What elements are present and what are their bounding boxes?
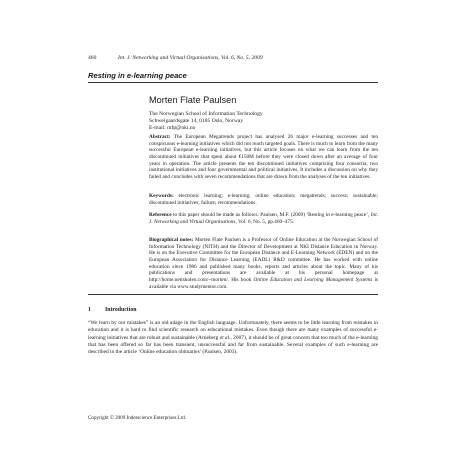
copyright-notice: Copyright © 2009 Inderscience Enterprises Ltd. <box>88 415 187 421</box>
affiliation: The Norwegian School of Information Technology <box>149 111 263 117</box>
bio-text-end: is available via www.studymentor.com. <box>149 276 378 290</box>
section-heading <box>88 307 136 313</box>
reference-label: Reference <box>149 212 172 218</box>
biographical-notes <box>149 237 378 290</box>
abstract-text: The European Megatrends project has analysed 26 major e-learning successes and ten conspicuous e-learning initiatives which did not reach targeted goals. There is much to learn from the many successful European e-learning initiatives, but this article focuses on what we can learn from the ten discontinued initiatives that spent about €150M before they were closed down after an average of four years in operation. The article presents the ten discontinued initiatives comprising four consortia, two institutional initiatives and four governmental and political initiatives. It includes a discussion on why they failed and concludes with seven recommendations that are drawn from the analyses of the ten initiatives. <box>149 134 378 180</box>
intro-text-end: , 2007), it should be of great concern that too much of the e-learning that has been offered so far has been transient, unsuccessful and far from sustainable. Several examples of such e-learning are described in the article ‘Online education obituaries’ (Paulsen, 2003). <box>88 334 378 356</box>
reference <box>149 212 378 225</box>
keywords-text: electronic learning; e-learning; online education; megatrends; success; sustainable; discontinued initiatives; failure; recommendations. <box>149 193 378 206</box>
abstract-end-rule <box>88 294 378 295</box>
page-number: 460 <box>88 55 97 61</box>
reference-volume: Vol. 6, No. 5, pp.460–475. <box>237 218 295 225</box>
intro-text: “We learn by our mistakes” is an old adage in the English language. Unfortunately, there seems to be little learning from mistakes in education and it is hard to find scientific research on educational mistakes. Even though there are many examples of successful e-learning initiatives that are robust and sustainable (Arneberg <box>88 320 378 341</box>
bio-text: Morten Flate Paulsen is a Professor of Online Education at the Norwegian School of Information Technology (NITH) and the Director of Development at NKI Distance Education in Norway. He is on the Executive Committee for the European Distance and E-Learning Network (EDEN) and on the European Association for Distance Learning (EADL) R&D committee. He has worked with online education since 1986 and published many books, reports and articles about the topic. Many of his publications and presentations are available at his personal homepage at http://home.nettskolen.com/~morten/. His book <box>149 237 379 283</box>
reference-text: to this paper should be made as follows: Paulsen, M.F. (2009) ‘Resting in e-learning peace’, <box>172 212 370 218</box>
bio-label: Biographical notes: <box>149 237 194 243</box>
bio-book-title: Online Education and Learning Management Systems <box>253 276 373 283</box>
reference-journal: Int. J. Networking and Virtual Organisations, <box>149 212 379 225</box>
journal-citation: Int. J. Networking and Virtual Organisations, Vol. 6, No. 5, 2009 <box>118 55 263 61</box>
intro-et-al: et al. <box>219 334 231 341</box>
section-number: 1 <box>88 307 91 313</box>
running-header <box>88 55 378 61</box>
abstract-label: Abstract: <box>149 134 171 140</box>
keywords-label: Keywords: <box>149 193 174 199</box>
intro-paragraph <box>88 320 378 356</box>
address: Schweigaardsgate 14, 0185 Oslo, Norway <box>149 118 244 125</box>
author-affiliation-block <box>149 111 263 133</box>
author-name: Morten Flate Paulsen <box>149 95 237 105</box>
keywords <box>149 193 378 206</box>
title-rule <box>88 82 378 83</box>
abstract <box>149 134 378 181</box>
article-title: Resting in e-learning peace <box>88 71 187 80</box>
email: E-mail: mfp@nki.no <box>149 125 196 132</box>
section-title: Introduction <box>105 307 137 313</box>
